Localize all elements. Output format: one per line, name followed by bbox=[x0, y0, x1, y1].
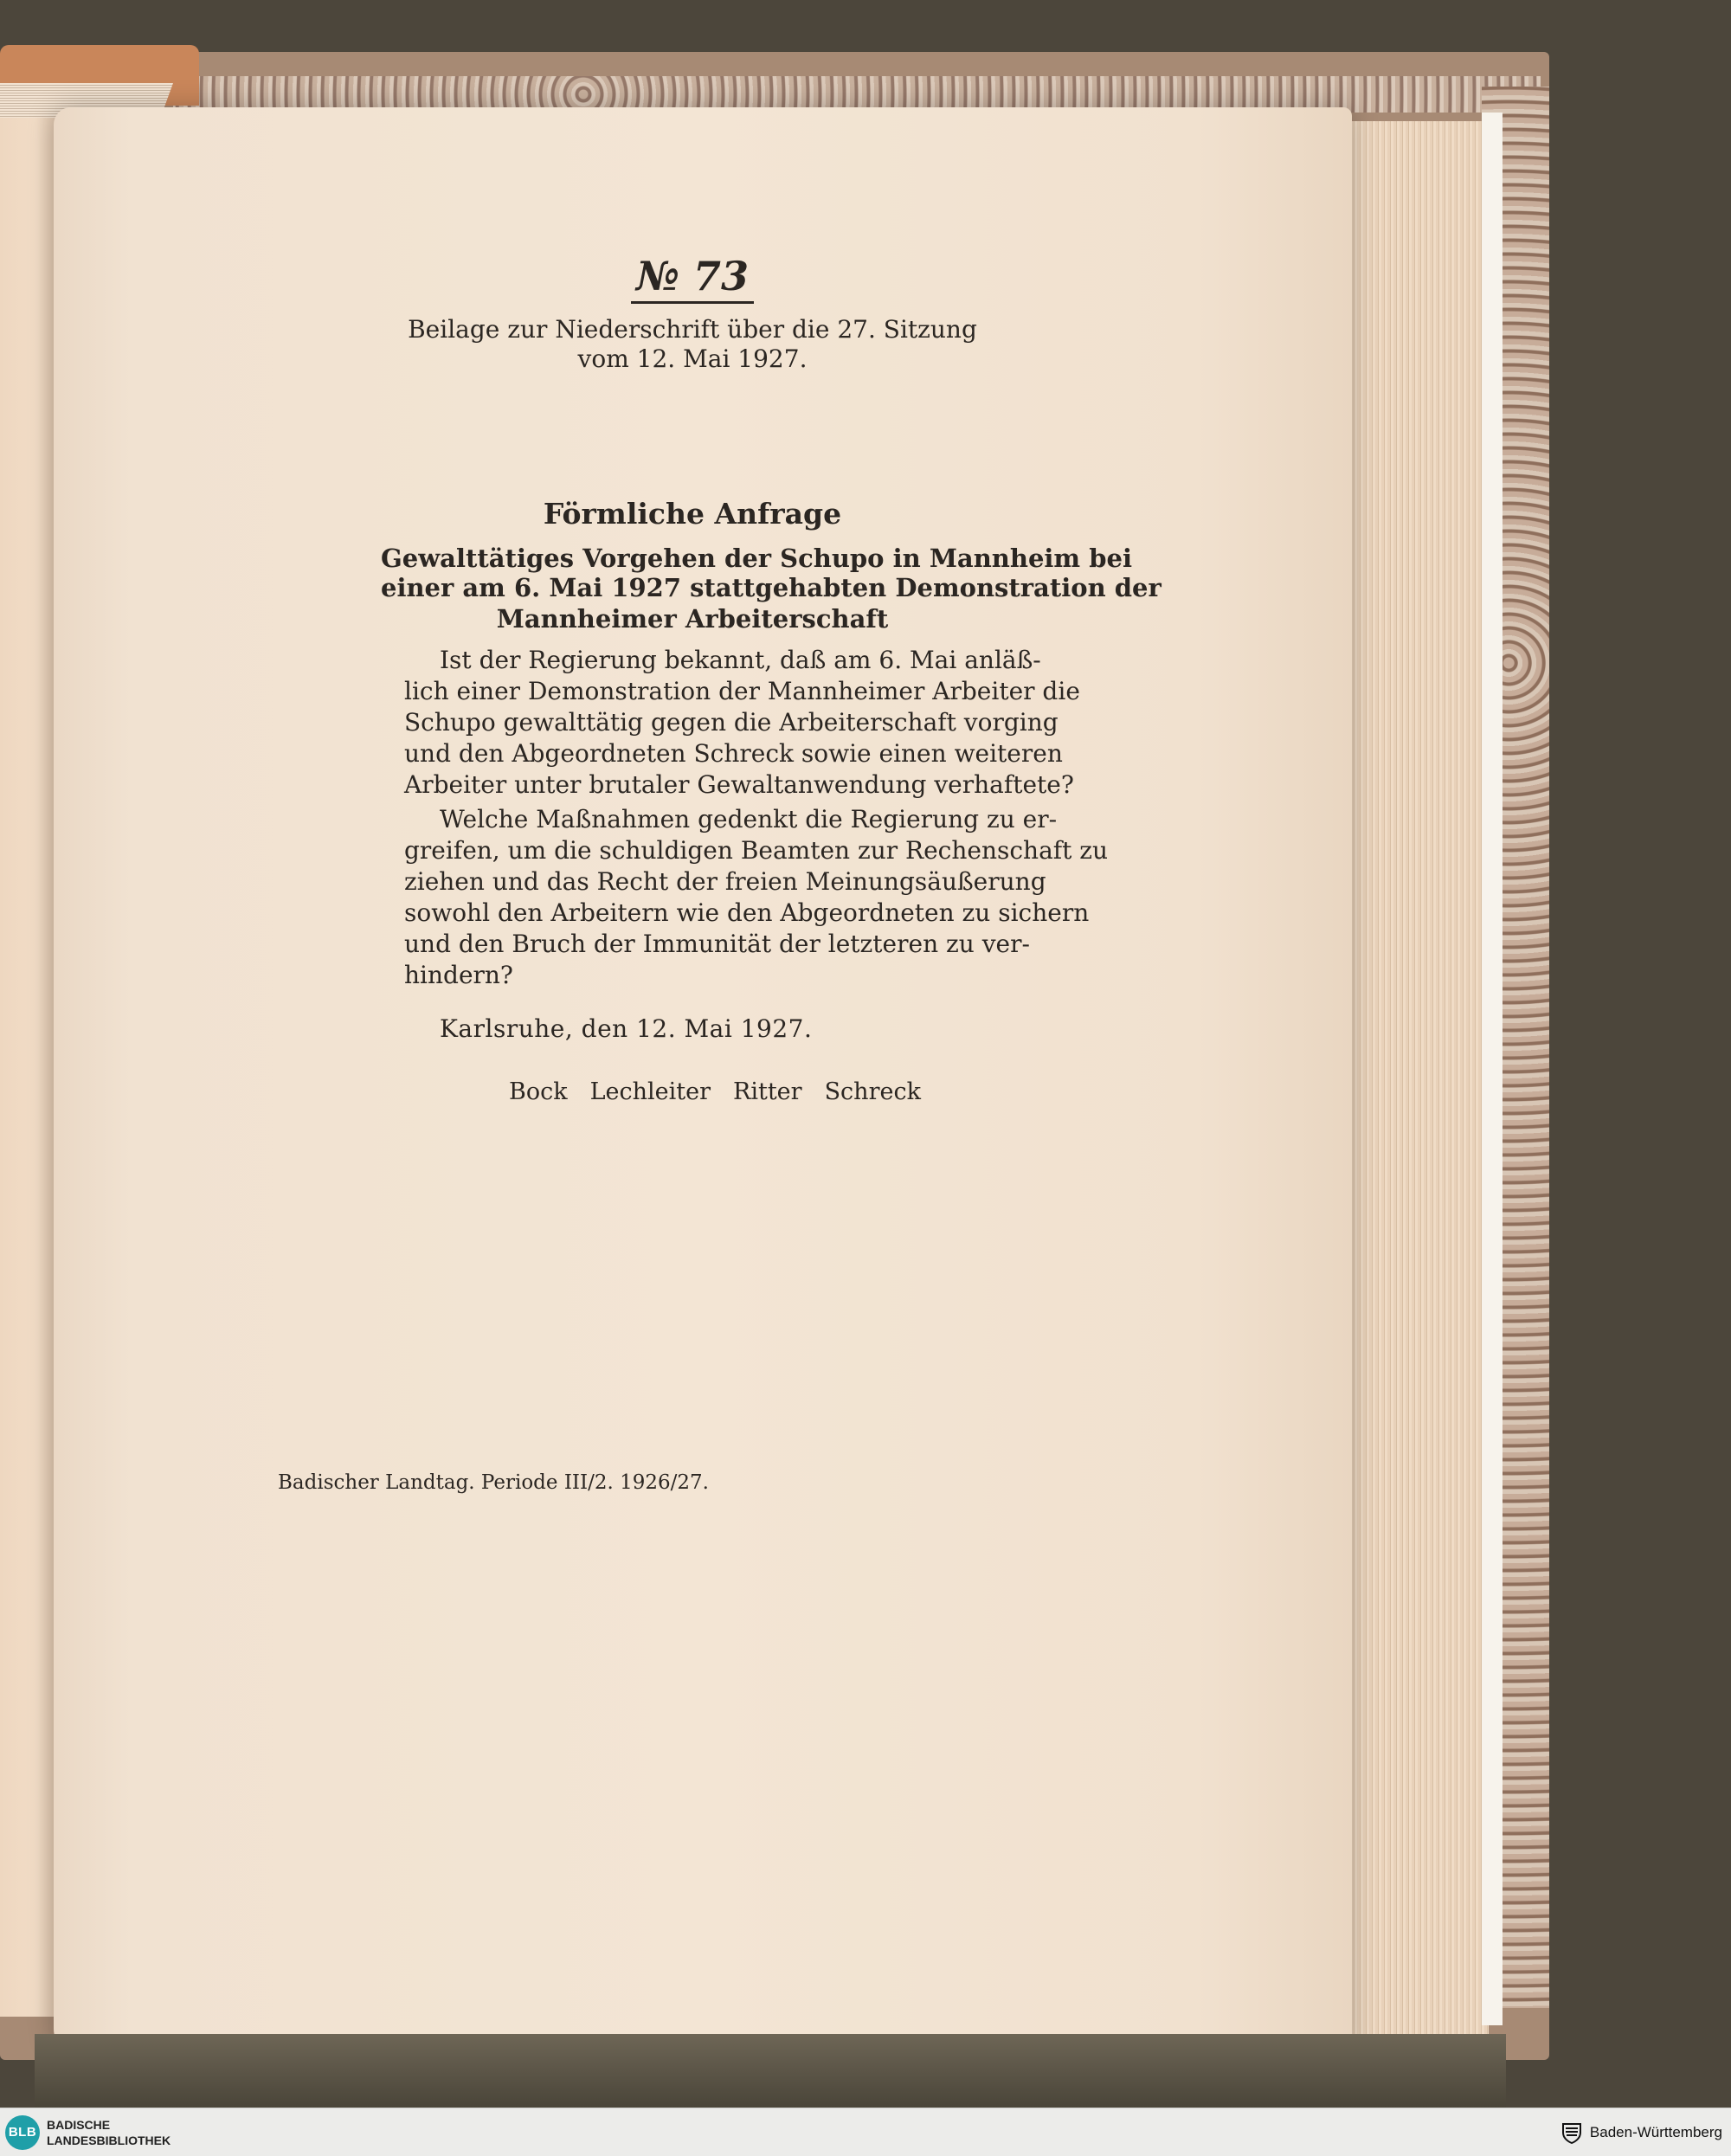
supplement-line: Beilage zur Niederschrift über die 27. Sitzung bbox=[408, 315, 977, 344]
paragraph-line: lich einer Demonstration der Mannheimer Arbeiter die bbox=[404, 677, 1080, 705]
subject-line: Mannheimer Arbeiterschaft bbox=[496, 604, 889, 634]
paragraph-line: Ist der Regierung bekannt, daß am 6. Mai anläß- bbox=[440, 646, 1041, 674]
library-name-line: LANDESBIBLIOTHEK bbox=[47, 2133, 171, 2147]
paragraph-line: Schupo gewalttätig gegen die Arbeiterschaft vorging bbox=[404, 708, 1059, 737]
paragraph-line: Welche Maßnahmen gedenkt die Regierung zu er- bbox=[440, 805, 1058, 833]
subject-line: Gewalttätiges Vorgehen der Schupo in Mannheim bei bbox=[381, 544, 1132, 573]
supplement-line: vom 12. Mai 1927. bbox=[577, 344, 808, 373]
signature: Bock bbox=[509, 1078, 568, 1105]
signatures bbox=[509, 1078, 921, 1105]
signature: Ritter bbox=[733, 1078, 802, 1105]
document-number: № 73 bbox=[0, 253, 1385, 304]
state-logo[interactable] bbox=[1560, 2121, 1722, 2144]
paragraph-line: ziehen und das Recht der freien Meinungsäußerung bbox=[404, 867, 1046, 896]
state-name: Baden-Württemberg bbox=[1589, 2124, 1722, 2140]
page-edge-highlight bbox=[1482, 113, 1503, 2025]
paragraph-line: und den Bruch der Immunität der letzteren zu ver- bbox=[404, 930, 1030, 958]
paragraph-line: sowohl den Arbeitern wie den Abgeordneten zu sichern bbox=[404, 898, 1090, 927]
left-page-stack bbox=[0, 87, 61, 2017]
date-line: Karlsruhe, den 12. Mai 1927. bbox=[440, 1014, 813, 1043]
paragraph-line: hindern? bbox=[404, 961, 513, 989]
subject-line: einer am 6. Mai 1927 stattgehabten Demonstration der bbox=[381, 573, 1162, 602]
footer-note: Badischer Landtag. Periode III/2. 1926/27. bbox=[278, 1471, 709, 1494]
signature: Lechleiter bbox=[589, 1078, 711, 1105]
viewer-footer-bar bbox=[0, 2108, 1731, 2156]
library-name[interactable] bbox=[47, 2117, 171, 2148]
blb-logo[interactable]: BLB bbox=[5, 2115, 40, 2150]
scan-background-bottom bbox=[35, 2034, 1506, 2108]
paragraph-line: Arbeiter unter brutaler Gewaltanwendung verhaftete? bbox=[404, 770, 1074, 799]
paragraph-line: greifen, um die schuldigen Beamten zur Rechenschaft zu bbox=[404, 836, 1109, 865]
library-name-line: BADISCHE bbox=[47, 2118, 111, 2132]
inquiry-title: Förmliche Anfrage bbox=[543, 497, 842, 531]
right-page-stack bbox=[1333, 121, 1489, 2043]
coat-of-arms-icon bbox=[1560, 2121, 1583, 2144]
paragraph-line: und den Abgeordneten Schreck sowie einen weiteren bbox=[404, 739, 1063, 768]
signature: Schreck bbox=[824, 1078, 921, 1105]
